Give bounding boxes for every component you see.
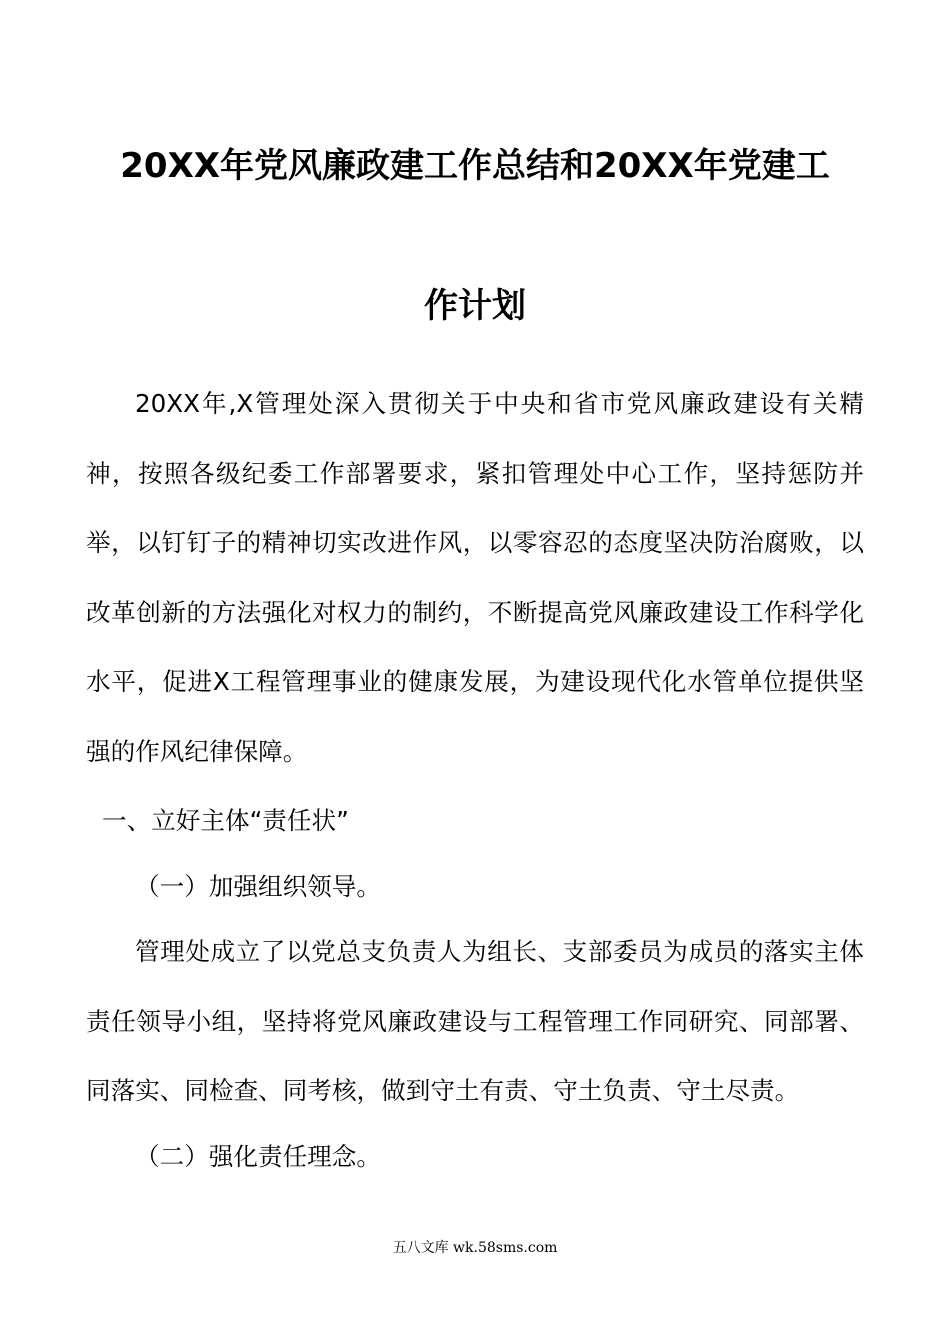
intro-paragraph: 20XX年,X管理处深入贯彻关于中央和省市党风廉政建设有关精神，按照各级纪委工作部署要求，紧扣管理处中心工作，坚持惩防并举，以钉钉子的精神切实改进作风，以零容忍的态度坚决防治腐败，以改革创新的方法强化对权力的制约，不断提高党风廉政建设工作科学化水平，促进X工程管理事业的健康发展，为建设现代化水管单位提供坚强的作风纪律保障。	[86, 389, 864, 766]
footer-watermark: 五八文库 wk.58sms.com	[392, 1240, 558, 1256]
subsection-1-heading: （一）加强组织领导。	[135, 872, 381, 901]
subsection-2-heading: （二）强化责任理念。	[135, 1142, 381, 1171]
subsection-1-paragraph: 管理处成立了以党总支负责人为组长、支部委员为成员的落实主体责任领导小组，坚持将党风廉政建设与工程管理工作同研究、同部署、同落实、同检查、同考核，做到守土有责、守土负责、守土尽责。	[86, 937, 864, 1105]
section-1-heading: 一、立好主体“责任状”	[102, 806, 349, 835]
document-title-line-1: 20XX年党风廉政建工作总结和20XX年党建工	[120, 146, 830, 186]
document-title-line-2: 作计划	[424, 286, 526, 326]
